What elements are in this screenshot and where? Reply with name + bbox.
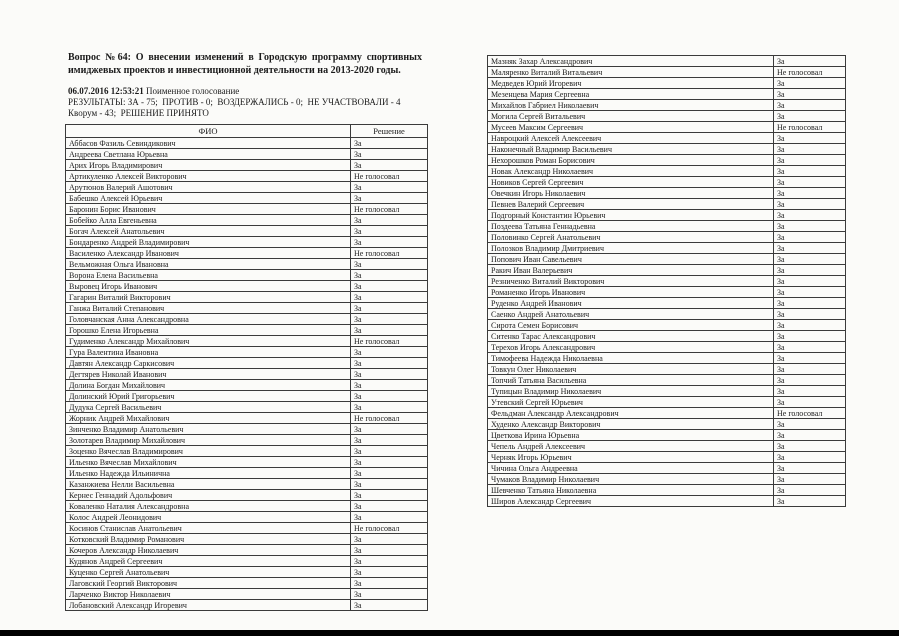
decision-cell: За [774,375,846,386]
fio-cell: Горошко Елена Игорьевна [66,325,351,336]
fio-cell: Шевченко Татьяна Николаевна [488,485,774,496]
decision-cell: За [351,160,428,171]
decision-cell: За [351,270,428,281]
decision-cell: За [774,430,846,441]
fio-cell: Куценко Сергей Анатольевич [66,567,351,578]
decision-cell: За [351,215,428,226]
document-header [68,51,422,77]
table-row [488,298,846,309]
fio-cell: Жорник Андрей Михайлович [66,413,351,424]
fio-cell: Худенко Александр Викторович [488,419,774,430]
decision-cell: За [774,287,846,298]
fio-cell: Котковский Владимир Романович [66,534,351,545]
fio-cell: Медведев Юрий Игоревич [488,78,774,89]
decision-cell: За [351,193,428,204]
fio-cell: Могила Сергей Витальевич [488,111,774,122]
table-row [66,512,428,523]
table-row [66,600,428,611]
table-row [488,111,846,122]
fio-cell: Резниченко Виталий Викторович [488,276,774,287]
fio-cell: Арутюнов Валерий Ашотович [66,182,351,193]
table-row [488,419,846,430]
fio-cell: Дудука Сергей Васильевич [66,402,351,413]
table-row [66,468,428,479]
fio-cell: Коваленко Наталия Александровна [66,501,351,512]
table-row [66,490,428,501]
decision-cell: За [351,545,428,556]
table-row [488,254,846,265]
table-row [66,380,428,391]
table-row [66,545,428,556]
table-row [488,56,846,67]
decision-cell: За [351,435,428,446]
fio-cell: Гура Валентина Ивановна [66,347,351,358]
decision-cell: За [351,237,428,248]
table-row [488,463,846,474]
decision-cell: За [351,490,428,501]
table-row [66,325,428,336]
question-title: Вопрос №64: О внесении изменений в Городскую программу спортивных имиджевых проектов и инвестиционной деятельности на 2013-2020 годы. [68,52,422,77]
decision-cell: Не голосовал [351,171,428,182]
table-row [66,391,428,402]
fio-cell: Саенко Андрей Анатольевич [488,309,774,320]
table-row [488,100,846,111]
table-row [488,287,846,298]
decision-cell: За [351,303,428,314]
fio-cell: Топчий Татьяна Васильевна [488,375,774,386]
decision-cell: За [774,441,846,452]
fio-cell: Зинченко Владимир Анатольевич [66,424,351,435]
table-row [488,364,846,375]
decision-cell: За [774,276,846,287]
decision-cell: За [774,331,846,342]
table-row [66,369,428,380]
decision-cell: За [351,578,428,589]
decision-cell: За [351,281,428,292]
fio-cell: Арих Игорь Владимирович [66,160,351,171]
decision-cell: Не голосовал [351,336,428,347]
decision-cell: За [351,534,428,545]
decision-cell: За [351,325,428,336]
votes-table-left-body [66,138,428,611]
decision-cell: За [351,347,428,358]
table-row [66,182,428,193]
decision-cell: За [774,199,846,210]
decision-cell: За [774,155,846,166]
fio-cell: Богач Алексей Анатольевич [66,226,351,237]
fio-cell: Аббасов Фазиль Севиндикович [66,138,351,149]
fio-cell: Чепель Андрей Алексеевич [488,441,774,452]
table-row [488,122,846,133]
decision-cell: За [351,402,428,413]
fio-cell: Золотарев Владимир Михайлович [66,435,351,446]
table-row [488,221,846,232]
table-row [488,78,846,89]
table-row [488,199,846,210]
table-row [66,424,428,435]
decision-cell: За [774,56,846,67]
decision-cell: За [774,386,846,397]
table-row [66,292,428,303]
decision-cell: За [351,600,428,611]
vote-timestamp: 06.07.2016 12:53:21 [68,86,144,96]
table-row [66,248,428,259]
fio-cell: Мазняк Захар Александрович [488,56,774,67]
table-row [66,457,428,468]
fio-cell: Подгорный Константин Юрьевич [488,210,774,221]
table-row [488,188,846,199]
table-row [66,567,428,578]
decision-cell: За [774,111,846,122]
fio-cell: Широв Александр Сергеевич [488,496,774,507]
fio-cell: Бондаренко Андрей Владимирович [66,237,351,248]
fio-cell: Руденко Андрей Иванович [488,298,774,309]
table-row [66,149,428,160]
decision-cell: Не голосовал [351,248,428,259]
table-row [66,347,428,358]
fio-cell: Поздеева Татьяна Геннадьевна [488,221,774,232]
fio-cell: Сирота Семен Борисович [488,320,774,331]
decision-cell: За [774,78,846,89]
table-row [66,138,428,149]
decision-cell: За [774,188,846,199]
decision-cell: За [774,397,846,408]
decision-cell: За [774,210,846,221]
table-row [488,441,846,452]
decision-cell: За [774,463,846,474]
table-row [66,160,428,171]
table-row [66,270,428,281]
decision-cell: За [351,369,428,380]
table-row [488,232,846,243]
table-row [488,386,846,397]
fio-cell: Наконечный Владимир Васильевич [488,144,774,155]
table-row [66,259,428,270]
fio-cell: Цветкова Ирина Юрьевна [488,430,774,441]
fio-cell: Давтян Александр Саркисович [66,358,351,369]
decision-cell: За [774,89,846,100]
fio-cell: Гудименко Александр Михайлович [66,336,351,347]
fio-cell: Мусеев Максим Сергеевич [488,122,774,133]
table-row [488,276,846,287]
decision-cell: За [774,309,846,320]
decision-cell: За [774,474,846,485]
fio-cell: Кочеров Александр Николаевич [66,545,351,556]
fio-cell: Михайлов Габриел Николаевич [488,100,774,111]
decision-cell: За [774,452,846,463]
decision-cell: За [351,457,428,468]
fio-cell: Колос Андрей Леонидович [66,512,351,523]
decision-cell: За [774,166,846,177]
table-row [488,485,846,496]
table-row [66,501,428,512]
fio-cell: Фельдман Александр Александрович [488,408,774,419]
fio-column-header: ФИО [66,125,351,138]
fio-cell: Новиков Сергей Сергеевич [488,177,774,188]
table-row [488,375,846,386]
decision-cell: За [351,182,428,193]
decision-cell: За [774,419,846,430]
fio-cell: Василенко Александр Иванович [66,248,351,259]
table-header-row [66,125,428,138]
table-row [66,578,428,589]
table-row [66,446,428,457]
fio-cell: Зоценко Вячеслав Владимирович [66,446,351,457]
table-row [66,281,428,292]
fio-cell: Полозков Владимир Дмитриевич [488,243,774,254]
decision-cell: За [774,144,846,155]
decision-cell: За [774,364,846,375]
vote-type: Поименное голосование [146,86,240,96]
fio-cell: Кудянов Андрей Сергеевич [66,556,351,567]
scan-edge-bar [0,630,899,636]
vote-meta [68,86,448,119]
table-row [66,171,428,182]
table-row [488,397,846,408]
vote-quorum-line: Кворум - 43; РЕШЕНИЕ ПРИНЯТО [68,107,209,118]
fio-cell: Маляренко Виталий Витальевич [488,67,774,78]
table-row [488,210,846,221]
decision-cell: За [351,138,428,149]
decision-cell: За [351,501,428,512]
fio-cell: Ворона Елена Васильевна [66,270,351,281]
decision-cell: За [774,232,846,243]
table-row [66,336,428,347]
table-row [488,155,846,166]
fio-cell: Ганжа Виталий Степанович [66,303,351,314]
decision-cell: Не голосовал [774,408,846,419]
decision-cell: За [774,254,846,265]
decision-cell: За [774,496,846,507]
fio-cell: Новак Александр Николаевич [488,166,774,177]
table-row [66,523,428,534]
fio-cell: Товкун Олег Николаевич [488,364,774,375]
decision-cell: Не голосовал [351,204,428,215]
decision-cell: За [351,556,428,567]
table-row [488,67,846,78]
table-row [488,265,846,276]
decision-cell: За [351,479,428,490]
fio-cell: Ситенко Тарас Александрович [488,331,774,342]
table-row [488,331,846,342]
table-row [66,193,428,204]
fio-cell: Кернес Геннадий Адольфович [66,490,351,501]
decision-column-header: Решение [351,125,428,138]
table-row [488,430,846,441]
fio-cell: Дегтярев Николай Иванович [66,369,351,380]
table-row [66,226,428,237]
table-row [488,133,846,144]
fio-cell: Баронин Борис Иванович [66,204,351,215]
decision-cell: Не голосовал [351,523,428,534]
table-row [66,314,428,325]
decision-cell: Не голосовал [351,413,428,424]
decision-cell: За [774,133,846,144]
decision-cell: За [351,391,428,402]
decision-cell: За [774,177,846,188]
fio-cell: Мезенцева Мария Сергеевна [488,89,774,100]
fio-cell: Певнев Валерий Сергеевич [488,199,774,210]
table-row [66,303,428,314]
fio-cell: Навроцкий Алексей Алексеевич [488,133,774,144]
table-row [488,144,846,155]
decision-cell: За [774,221,846,232]
fio-cell: Гагарин Виталий Викторович [66,292,351,303]
fio-cell: Лаговский Георгий Викторович [66,578,351,589]
table-row [66,479,428,490]
vote-results-line: РЕЗУЛЬТАТЫ: ЗА - 75; ПРОТИВ - 0; ВОЗДЕРЖАЛИСЬ - 0; НЕ УЧАСТВОВАЛИ - 4 [68,96,401,107]
votes-table-right [487,55,846,507]
fio-cell: Попович Иван Савельевич [488,254,774,265]
fio-cell: Косинов Станислав Анатольевич [66,523,351,534]
decision-cell: За [351,226,428,237]
fio-cell: Долина Богдан Михайлович [66,380,351,391]
decision-cell: За [351,512,428,523]
decision-cell: За [774,342,846,353]
table-row [488,89,846,100]
decision-cell: За [774,320,846,331]
decision-cell: За [774,243,846,254]
fio-cell: Утевский Сергей Юрьевич [488,397,774,408]
fio-cell: Тимофеева Надежда Николаевна [488,353,774,364]
decision-cell: За [774,100,846,111]
decision-cell: Не голосовал [774,122,846,133]
table-row [66,237,428,248]
decision-cell: За [351,380,428,391]
decision-cell: За [351,358,428,369]
table-row [488,243,846,254]
table-row [488,474,846,485]
table-row [488,177,846,188]
table-row [66,402,428,413]
table-row [66,589,428,600]
table-row [66,413,428,424]
fio-cell: Ракич Иван Валерьевич [488,265,774,276]
fio-cell: Чумаков Владимир Николаевич [488,474,774,485]
decision-cell: За [774,298,846,309]
fio-cell: Чичина Ольга Андреевна [488,463,774,474]
table-row [66,215,428,226]
fio-cell: Тупицын Владимир Николаевич [488,386,774,397]
decision-cell: За [351,567,428,578]
fio-cell: Лобановский Александр Игоревич [66,600,351,611]
vote-timestamp-line [68,86,448,97]
fio-cell: Ильенко Вячеслав Михайлович [66,457,351,468]
fio-cell: Терехов Игорь Александрович [488,342,774,353]
fio-cell: Головчанская Анна Александровна [66,314,351,325]
fio-cell: Черняк Игорь Юрьевич [488,452,774,463]
table-row [488,320,846,331]
fio-cell: Половинко Сергей Анатольевич [488,232,774,243]
table-row [488,309,846,320]
table-row [488,166,846,177]
table-row [66,358,428,369]
decision-cell: За [774,485,846,496]
fio-cell: Казанжиева Нелли Васильевна [66,479,351,490]
table-row [66,556,428,567]
table-row [488,496,846,507]
fio-cell: Ильенко Надежда Ильинична [66,468,351,479]
decision-cell: За [351,424,428,435]
fio-cell: Ларченко Виктор Николаевич [66,589,351,600]
fio-cell: Бобейко Алла Евгеньевна [66,215,351,226]
fio-cell: Вельможная Ольга Ивановна [66,259,351,270]
table-row [488,342,846,353]
decision-cell: За [351,149,428,160]
fio-cell: Выровец Игорь Иванович [66,281,351,292]
table-row [66,435,428,446]
fio-cell: Андреева Светлана Юрьевна [66,149,351,160]
votes-table-right-body [488,56,846,507]
decision-cell: За [351,589,428,600]
table-row [488,452,846,463]
fio-cell: Овечкин Игорь Николаевич [488,188,774,199]
fio-cell: Романенко Игорь Иванович [488,287,774,298]
votes-table-left [65,124,428,611]
fio-cell: Долинский Юрий Григорьевич [66,391,351,402]
fio-cell: Нехорошков Роман Борисович [488,155,774,166]
decision-cell: За [351,259,428,270]
decision-cell: За [351,292,428,303]
decision-cell: За [351,314,428,325]
fio-cell: Бабешко Алексей Юрьевич [66,193,351,204]
decision-cell: Не голосовал [774,67,846,78]
table-row [488,353,846,364]
decision-cell: За [351,446,428,457]
decision-cell: За [774,265,846,276]
fio-cell: Артикуленко Алексей Викторович [66,171,351,182]
table-row [488,408,846,419]
decision-cell: За [351,468,428,479]
table-row [66,204,428,215]
table-row [66,534,428,545]
decision-cell: За [774,353,846,364]
